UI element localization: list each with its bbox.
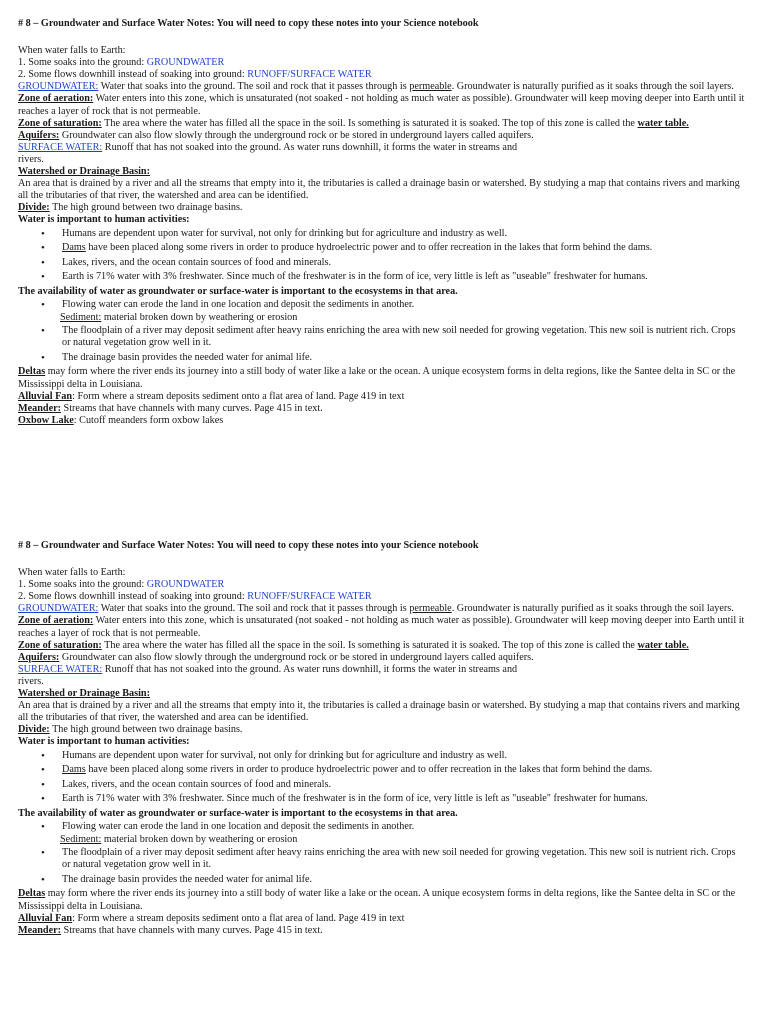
divide-definition: Divide: The high ground between two drainage basins. xyxy=(18,202,243,214)
groundwater-term-inline: GROUNDWATER xyxy=(146,57,225,69)
deltas-definition: Deltas may form where the river ends its journey into a still body of water like a lake or the ocean. A unique ecosystem forms in delta regions, like the Santee delta in SC or the Mississippi delta in Louisiana. xyxy=(18,888,736,912)
list-item: • Lakes, rivers, and the ocean contain sources of food and minerals. xyxy=(62,257,746,269)
meander-definition: Meander: Streams that have channels with many curves. Page 415 in text. xyxy=(18,402,323,414)
ecosystems-heading: The availability of water as groundwater or surface-water is important to the ecosystems in that area. xyxy=(18,807,458,819)
watershed-definition: An area that is drained by a river and all the streams that empty into it, the tributaries is called a drainage basin or watershed. By studying a map that contains rivers and marking all the tributaries of that river, the watershed and area can be identified. xyxy=(18,178,740,202)
runoff-term-inline: RUNOFF/SURFACE WATER xyxy=(247,69,372,81)
aquifers-term: Aquifers: xyxy=(18,651,60,663)
intro-item-1: 1. Some soaks into the ground: GROUNDWATER xyxy=(18,57,225,69)
list-item: • Dams have been placed along some rivers in order to produce hydroelectric power and to offer recreation in the lakes that form behind the dams. xyxy=(62,764,746,776)
aeration-term: Zone of aeration: xyxy=(18,615,94,627)
ecosystems-heading: The availability of water as groundwater or surface-water is important to the ecosystems in that area. xyxy=(18,285,458,297)
watershed-definition: An area that is drained by a river and all the streams that empty into it, the tributaries is called a drainage basin or watershed. By studying a map that contains rivers and marking all the tributaries of that river, the watershed and area can be identified. xyxy=(18,700,740,724)
groundwater-definition: GROUNDWATER: Water that soaks into the ground. The soil and rock that it passes through is permeable. Groundwater is naturally purified as it soaks through the soil layers. xyxy=(18,603,734,615)
sediment-definition: Sediment: material broken down by weathering or erosion xyxy=(60,312,298,324)
list-item: • Flowing water can erode the land in one location and deposit the sediments in another. xyxy=(62,821,746,833)
surface-water-definition: SURFACE WATER: Runoff that has not soaked into the ground. As water runs downhill, it forms the water in streams and xyxy=(18,141,518,153)
notes-copy-1 xyxy=(18,18,746,427)
saturation-term: Zone of saturation: xyxy=(18,117,102,129)
list-item: • Lakes, rivers, and the ocean contain sources of food and minerals. xyxy=(62,779,746,791)
permeable-keyword: permeable xyxy=(409,81,452,93)
surface-water-term: SURFACE WATER: xyxy=(18,141,103,153)
sediment-term: Sediment: xyxy=(60,834,102,846)
alluvial-fan-definition: Alluvial Fan: Form where a stream deposits sediment onto a flat area of land. Page 419 in text xyxy=(18,912,405,924)
meander-definition: Meander: Streams that have channels with many curves. Page 415 in text. xyxy=(18,924,323,936)
human-activities-heading: Water is important to human activities: xyxy=(18,736,190,748)
list-item: • Humans are dependent upon water for survival, not only for drinking but for agriculture and industry as well. xyxy=(62,750,746,762)
human-activities-list xyxy=(18,750,746,806)
aeration-definition: Zone of aeration: Water enters into this zone, which is unsaturated (not soaked - not holding as much water as possible). Groundwater will keep moving deeper into Earth until it reaches a layer of rock that is not permeable. xyxy=(18,93,745,117)
sediment-definition: Sediment: material broken down by weathering or erosion xyxy=(60,834,298,846)
surface-water-continued: rivers. xyxy=(18,675,44,687)
list-item: • Earth is 71% water with 3% freshwater. Since much of the freshwater is in the form of ice, very little is left as "useable" freshwater for humans. xyxy=(62,271,746,283)
intro-item-1: 1. Some soaks into the ground: GROUNDWATER xyxy=(18,579,225,591)
aquifers-term: Aquifers: xyxy=(18,129,60,141)
aquifers-definition: Aquifers: Groundwater can also flow slowly through the underground rock or be stored in underground layers called aquifers. xyxy=(18,651,534,663)
groundwater-term: GROUNDWATER: xyxy=(18,81,99,93)
aeration-definition: Zone of aeration: Water enters into this zone, which is unsaturated (not soaked - not holding as much water as possible). Groundwater will keep moving deeper into Earth until it reaches a layer of rock that is not permeable. xyxy=(18,615,745,639)
alluvial-fan-term: Alluvial Fan xyxy=(18,390,73,402)
intro-item-2: 2. Some flows downhill instead of soaking into ground: RUNOFF/SURFACE WATER xyxy=(18,69,372,81)
alluvial-fan-term: Alluvial Fan xyxy=(18,912,73,924)
notes-title: # 8 – Groundwater and Surface Water Notes: You will need to copy these notes into your Science notebook xyxy=(18,18,479,29)
oxbow-lake-definition: Oxbow Lake: Cutoff meanders form oxbow lakes xyxy=(18,414,224,426)
water-table-keyword: water table. xyxy=(637,639,689,651)
ecosystems-list xyxy=(18,299,746,311)
saturation-definition: Zone of saturation: The area where the water has filled all the space in the soil. Is something is saturated it is soaked. The top of this zone is called the water table. xyxy=(18,639,689,651)
ecosystems-list-continued xyxy=(18,325,746,364)
deltas-term: Deltas xyxy=(18,366,46,378)
meander-term: Meander: xyxy=(18,402,61,414)
dams-term: Dams xyxy=(62,764,86,776)
water-table-keyword: water table. xyxy=(637,117,689,129)
runoff-term-inline: RUNOFF/SURFACE WATER xyxy=(247,591,372,603)
ecosystems-list xyxy=(18,821,746,833)
watershed-heading: Watershed or Drainage Basin: xyxy=(18,166,150,178)
divide-term: Divide: xyxy=(18,202,50,214)
human-activities-list xyxy=(18,228,746,284)
groundwater-definition: GROUNDWATER: Water that soaks into the ground. The soil and rock that it passes through is permeable. Groundwater is naturally purified as it soaks through the soil layers. xyxy=(18,81,734,93)
list-item: • The floodplain of a river may deposit sediment after heavy rains enriching the area with new soil needed for growing vegetation. This new soil is nutrient rich. Crops or natural vegetation grow well in it. xyxy=(62,847,746,871)
divide-definition: Divide: The high ground between two drainage basins. xyxy=(18,724,243,736)
surface-water-definition: SURFACE WATER: Runoff that has not soaked into the ground. As water runs downhill, it forms the water in streams and xyxy=(18,663,518,675)
groundwater-term: GROUNDWATER: xyxy=(18,603,99,615)
oxbow-lake-term: Oxbow Lake xyxy=(18,414,74,426)
saturation-term: Zone of saturation: xyxy=(18,639,102,651)
list-item: • Dams have been placed along some rivers in order to produce hydroelectric power and to offer recreation in the lakes that form behind the dams. xyxy=(62,242,746,254)
aeration-term: Zone of aeration: xyxy=(18,93,94,105)
divide-term: Divide: xyxy=(18,724,50,736)
meander-term: Meander: xyxy=(18,924,61,936)
sediment-term: Sediment: xyxy=(60,312,102,324)
watershed-heading: Watershed or Drainage Basin: xyxy=(18,688,150,700)
ecosystems-list-continued xyxy=(18,847,746,886)
permeable-keyword: permeable xyxy=(409,603,452,615)
notes-title: # 8 – Groundwater and Surface Water Notes: You will need to copy these notes into your Science notebook xyxy=(18,540,479,551)
list-item: • Earth is 71% water with 3% freshwater. Since much of the freshwater is in the form of ice, very little is left as "useable" freshwater for humans. xyxy=(62,793,746,805)
list-item: • Flowing water can erode the land in one location and deposit the sediments in another. xyxy=(62,299,746,311)
deltas-term: Deltas xyxy=(18,888,46,900)
saturation-definition: Zone of saturation: The area where the water has filled all the space in the soil. Is something is saturated it is soaked. The top of this zone is called the water table. xyxy=(18,117,689,129)
list-item: • The drainage basin provides the needed water for animal life. xyxy=(62,874,746,886)
dams-term: Dams xyxy=(62,242,86,254)
list-item: • Humans are dependent upon water for survival, not only for drinking but for agriculture and industry as well. xyxy=(62,228,746,240)
surface-water-continued: rivers. xyxy=(18,153,44,165)
aquifers-definition: Aquifers: Groundwater can also flow slowly through the underground rock or be stored in underground layers called aquifers. xyxy=(18,129,534,141)
intro-lead: When water falls to Earth: xyxy=(18,45,126,57)
list-item: • The floodplain of a river may deposit sediment after heavy rains enriching the area with new soil needed for growing vegetation. This new soil is nutrient rich. Crops or natural vegetation grow well in it. xyxy=(62,325,746,349)
intro-item-2: 2. Some flows downhill instead of soaking into ground: RUNOFF/SURFACE WATER xyxy=(18,591,372,603)
surface-water-term: SURFACE WATER: xyxy=(18,663,103,675)
alluvial-fan-definition: Alluvial Fan: Form where a stream deposits sediment onto a flat area of land. Page 419 in text xyxy=(18,390,405,402)
notes-copy-2 xyxy=(18,540,746,937)
human-activities-heading: Water is important to human activities: xyxy=(18,214,190,226)
groundwater-term-inline: GROUNDWATER xyxy=(146,579,225,591)
list-item: • The drainage basin provides the needed water for animal life. xyxy=(62,352,746,364)
intro-lead: When water falls to Earth: xyxy=(18,567,126,579)
deltas-definition: Deltas may form where the river ends its journey into a still body of water like a lake or the ocean. A unique ecosystem forms in delta regions, like the Santee delta in SC or the Mississippi delta in Louisiana. xyxy=(18,366,736,390)
